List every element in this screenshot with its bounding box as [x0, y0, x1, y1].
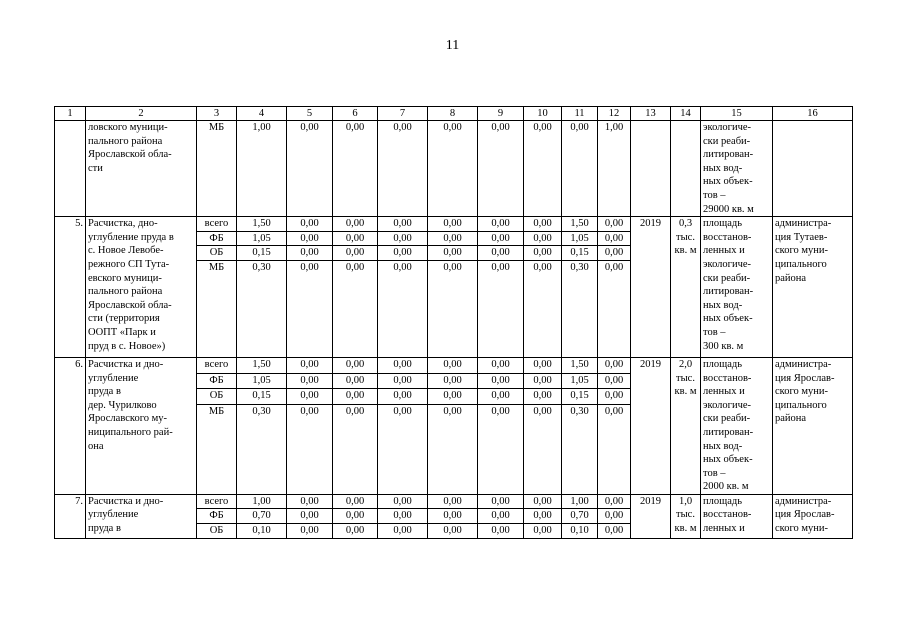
amount-cell: 0,00: [478, 494, 524, 509]
amount-cell: 0,00: [287, 260, 333, 357]
amount-cell: 0,00: [428, 260, 478, 357]
volume-cell: 2,0 тыс. кв. м: [671, 357, 701, 494]
measure-name-cell: Расчистка и дно- углубление пруда в дер. Чурилково Ярославского му- ниципального рай- она: [86, 357, 197, 494]
funding-source-cell: ОБ: [197, 246, 237, 261]
header-row: [55, 107, 853, 121]
amount-cell: 0,00: [428, 494, 478, 509]
amount-cell: 0,00: [598, 524, 631, 539]
indicator-cell: экологиче- ски реаби- литирован- ных вод- ных объек- тов – 29000 кв. м: [701, 121, 773, 217]
executor-cell: администра- ция Ярослав- ского муни- ципального района: [773, 357, 853, 494]
funding-source-cell: ОБ: [197, 389, 237, 405]
amount-cell: 0,10: [562, 524, 598, 539]
amount-cell: 0,00: [378, 231, 428, 246]
header-cell-10: 10: [524, 107, 562, 121]
amount-cell: 0,00: [524, 231, 562, 246]
amount-cell: 0,00: [478, 121, 524, 217]
funding-source-cell: всего: [197, 217, 237, 232]
amount-cell: 0,15: [237, 246, 287, 261]
amount-cell: 0,00: [598, 404, 631, 494]
amount-cell: 0,00: [428, 357, 478, 373]
measure-name-cell: ловского муници- пального района Ярославской обла- сти: [86, 121, 197, 217]
amount-cell: 0,00: [333, 373, 378, 389]
measure-name-cell: Расчистка, дно- углубление пруда в с. Новое Левобе- режного СП Тута- евского муници- пального района Ярославской обла- сти (территория ООПТ «Парк и пруд в с. Новое»): [86, 217, 197, 358]
amount-cell: 0,00: [524, 389, 562, 405]
amount-cell: 0,00: [598, 217, 631, 232]
amount-cell: 0,00: [287, 217, 333, 232]
indicator-cell: площадь восстанов- ленных и экологиче- ски реаби- литирован- ных вод- ных объек- тов – 300 кв. м: [701, 217, 773, 358]
header-cell-15: 15: [701, 107, 773, 121]
amount-cell: 0,00: [478, 373, 524, 389]
amount-cell: 0,00: [428, 389, 478, 405]
header-cell-2: 2: [86, 107, 197, 121]
amount-cell: 0,00: [378, 121, 428, 217]
funding-source-cell: МБ: [197, 404, 237, 494]
amount-cell: 0,00: [524, 509, 562, 524]
amount-cell: 0,10: [237, 524, 287, 539]
header-cell-12: 12: [598, 107, 631, 121]
amount-cell: 0,00: [287, 246, 333, 261]
amount-cell: 0,00: [598, 246, 631, 261]
amount-cell: 1,50: [237, 217, 287, 232]
amount-cell: 0,00: [333, 509, 378, 524]
amount-cell: 0,00: [598, 373, 631, 389]
amount-cell: 0,00: [333, 494, 378, 509]
amount-cell: 0,00: [333, 260, 378, 357]
amount-cell: 0,00: [333, 404, 378, 494]
amount-cell: 0,00: [333, 217, 378, 232]
header-cell-1: 1: [55, 107, 86, 121]
row-number-cell: 5.: [55, 217, 86, 358]
amount-cell: 0,00: [478, 246, 524, 261]
volume-cell: 1,0 тыс. кв. м: [671, 494, 701, 538]
header-cell-7: 7: [378, 107, 428, 121]
indicator-cell: площадь восстанов- ленных и: [701, 494, 773, 538]
indicator-cell: площадь восстанов- ленных и экологиче- ски реаби- литирован- ных вод- ных объек- тов – 2000 кв. м: [701, 357, 773, 494]
amount-cell: 0,00: [378, 217, 428, 232]
amount-cell: 0,00: [287, 524, 333, 539]
amount-cell: 0,00: [598, 357, 631, 373]
table-row: [55, 357, 853, 373]
amount-cell: 0,00: [524, 524, 562, 539]
amount-cell: 0,00: [428, 231, 478, 246]
amount-cell: 0,00: [378, 246, 428, 261]
funding-source-cell: ФБ: [197, 509, 237, 524]
amount-cell: 0,00: [333, 389, 378, 405]
amount-cell: 0,00: [287, 373, 333, 389]
table-body: [55, 107, 853, 539]
amount-cell: 1,50: [562, 217, 598, 232]
amount-cell: 0,00: [378, 494, 428, 509]
amount-cell: 0,00: [428, 217, 478, 232]
measure-name-cell: Расчистка и дно- углубление пруда в: [86, 494, 197, 538]
header-cell-6: 6: [333, 107, 378, 121]
amount-cell: 0,00: [598, 260, 631, 357]
amount-cell: 0,00: [287, 494, 333, 509]
page-number: 11: [445, 38, 460, 53]
amount-cell: 0,00: [478, 509, 524, 524]
header-cell-11: 11: [562, 107, 598, 121]
amount-cell: 0,00: [378, 260, 428, 357]
amount-cell: 0,00: [478, 389, 524, 405]
amount-cell: 1,05: [562, 231, 598, 246]
amount-cell: 0,15: [237, 389, 287, 405]
funding-source-cell: ФБ: [197, 373, 237, 389]
amount-cell: 1,05: [237, 231, 287, 246]
amount-cell: 0,00: [478, 357, 524, 373]
year-cell: 2019: [631, 494, 671, 538]
executor-cell: [773, 121, 853, 217]
amount-cell: 0,00: [287, 404, 333, 494]
amount-cell: 0,00: [333, 357, 378, 373]
table-row: [55, 217, 853, 232]
funding-source-cell: МБ: [197, 260, 237, 357]
table-row: [55, 121, 853, 217]
funding-source-cell: всего: [197, 357, 237, 373]
header-cell-9: 9: [478, 107, 524, 121]
executor-cell: администра- ция Тутаев- ского муни- ципального района: [773, 217, 853, 358]
amount-cell: 0,00: [287, 509, 333, 524]
amount-cell: 0,00: [428, 373, 478, 389]
amount-cell: 0,00: [562, 121, 598, 217]
amount-cell: 0,00: [333, 121, 378, 217]
amount-cell: 0,00: [478, 260, 524, 357]
header-cell-4: 4: [237, 107, 287, 121]
amount-cell: 1,50: [237, 357, 287, 373]
amount-cell: 0,15: [562, 246, 598, 261]
volume-cell: [671, 121, 701, 217]
amount-cell: 0,00: [378, 389, 428, 405]
header-cell-8: 8: [428, 107, 478, 121]
amount-cell: 0,00: [287, 357, 333, 373]
amount-cell: 0,00: [428, 524, 478, 539]
year-cell: 2019: [631, 217, 671, 358]
amount-cell: 0,00: [287, 389, 333, 405]
funding-source-cell: всего: [197, 494, 237, 509]
amount-cell: 0,00: [378, 404, 428, 494]
year-cell: [631, 121, 671, 217]
amount-cell: 0,70: [562, 509, 598, 524]
amount-cell: 0,30: [237, 260, 287, 357]
amount-cell: 0,00: [524, 246, 562, 261]
amount-cell: 1,50: [562, 357, 598, 373]
funding-source-cell: МБ: [197, 121, 237, 217]
amount-cell: 0,00: [428, 121, 478, 217]
amount-cell: 0,00: [598, 389, 631, 405]
amount-cell: 0,30: [562, 260, 598, 357]
amount-cell: 0,00: [378, 373, 428, 389]
amount-cell: 0,00: [524, 260, 562, 357]
row-number-cell: 7.: [55, 494, 86, 538]
amount-cell: 1,00: [237, 494, 287, 509]
amount-cell: 0,00: [524, 121, 562, 217]
table-row: [55, 494, 853, 509]
row-number-cell: 6.: [55, 357, 86, 494]
amount-cell: 0,00: [333, 246, 378, 261]
amount-cell: 0,00: [428, 404, 478, 494]
amount-cell: 0,00: [524, 357, 562, 373]
amount-cell: 0,00: [598, 509, 631, 524]
amount-cell: 0,00: [378, 524, 428, 539]
amount-cell: 0,30: [237, 404, 287, 494]
amount-cell: 0,00: [478, 404, 524, 494]
measures-table: [54, 106, 853, 539]
amount-cell: 0,00: [378, 509, 428, 524]
executor-cell: администра- ция Ярослав- ского муни-: [773, 494, 853, 538]
amount-cell: 0,00: [524, 217, 562, 232]
amount-cell: 1,05: [562, 373, 598, 389]
amount-cell: 0,00: [428, 509, 478, 524]
header-cell-16: 16: [773, 107, 853, 121]
header-cell-5: 5: [287, 107, 333, 121]
amount-cell: 0,00: [478, 231, 524, 246]
funding-source-cell: ОБ: [197, 524, 237, 539]
amount-cell: 0,00: [287, 121, 333, 217]
amount-cell: 0,00: [524, 404, 562, 494]
year-cell: 2019: [631, 357, 671, 494]
funding-source-cell: ФБ: [197, 231, 237, 246]
amount-cell: 0,00: [478, 524, 524, 539]
amount-cell: 0,00: [598, 494, 631, 509]
amount-cell: 0,15: [562, 389, 598, 405]
amount-cell: 0,00: [378, 357, 428, 373]
amount-cell: 0,70: [237, 509, 287, 524]
header-cell-13: 13: [631, 107, 671, 121]
amount-cell: 0,00: [524, 373, 562, 389]
amount-cell: 0,00: [478, 217, 524, 232]
amount-cell: 0,00: [333, 231, 378, 246]
amount-cell: 1,00: [562, 494, 598, 509]
amount-cell: 1,00: [598, 121, 631, 217]
header-cell-3: 3: [197, 107, 237, 121]
amount-cell: 1,00: [237, 121, 287, 217]
amount-cell: 0,00: [524, 494, 562, 509]
amount-cell: 0,30: [562, 404, 598, 494]
amount-cell: 1,05: [237, 373, 287, 389]
amount-cell: 0,00: [333, 524, 378, 539]
amount-cell: 0,00: [598, 231, 631, 246]
row-number-cell: [55, 121, 86, 217]
amount-cell: 0,00: [428, 246, 478, 261]
header-cell-14: 14: [671, 107, 701, 121]
amount-cell: 0,00: [287, 231, 333, 246]
volume-cell: 0,3 тыс. кв. м: [671, 217, 701, 358]
